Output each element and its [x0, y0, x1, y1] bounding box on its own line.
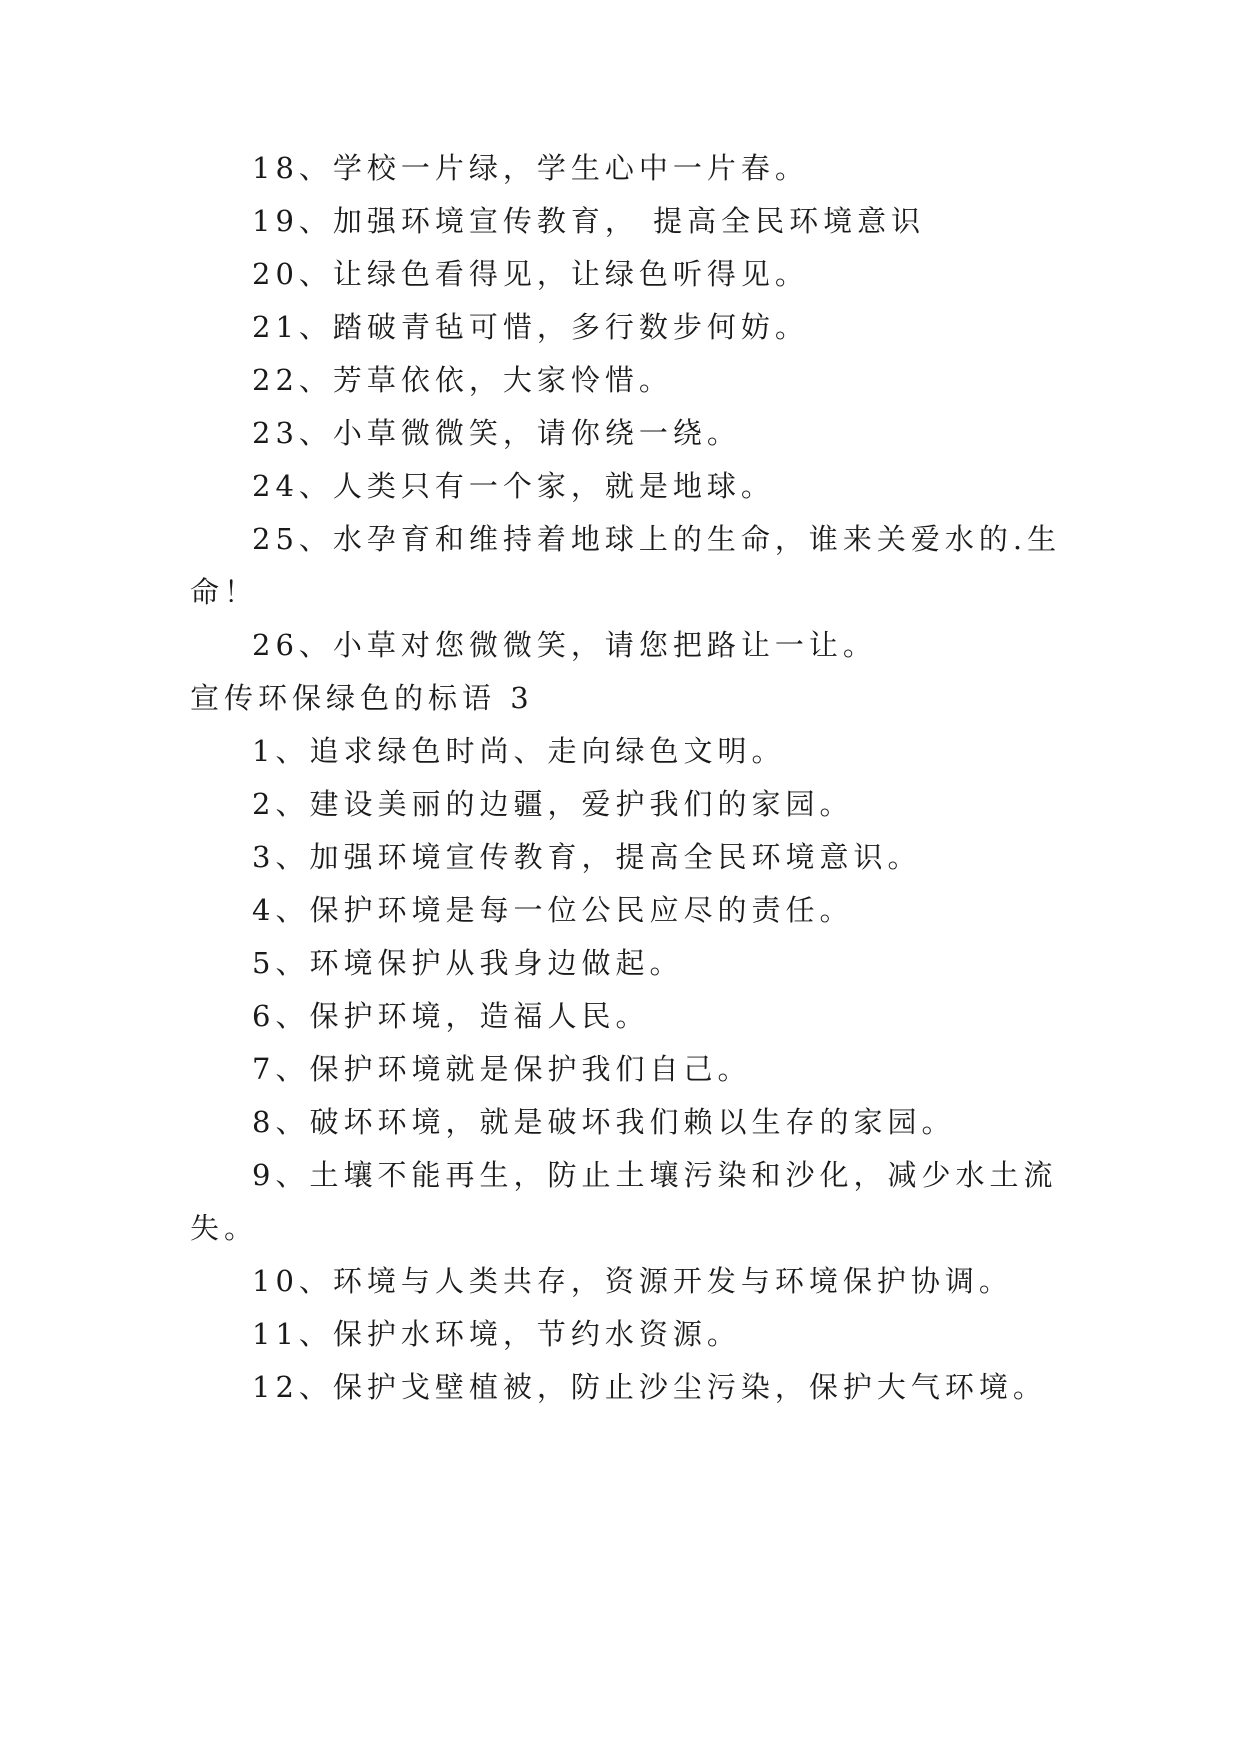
- slogan-24: 24、人类只有一个家，就是地球。: [252, 469, 775, 503]
- slogan-19: 19、加强环境宣传教育， 提高全民环境意识: [252, 204, 926, 238]
- slogan-3: 3、加强环境宣传教育，提高全民环境意识。: [252, 840, 922, 874]
- slogan-10: 10、环境与人类共存，资源开发与环境保护协调。: [252, 1264, 1013, 1298]
- slogan-23: 23、小草微微笑，请你绕一绕。: [252, 416, 741, 450]
- slogan-9-continuation: 失。: [190, 1211, 259, 1245]
- slogan-1: 1、追求绿色时尚、走向绿色文明。: [252, 734, 786, 768]
- slogan-25-continuation: 命！: [190, 575, 259, 609]
- slogan-26: 26、小草对您微微笑，请您把路让一让。: [252, 628, 877, 662]
- slogan-8: 8、破坏环境，就是破坏我们赖以生存的家园。: [252, 1105, 956, 1139]
- slogan-12: 12、保护戈壁植被，防止沙尘污染，保护大气环境。: [252, 1370, 1047, 1404]
- slogan-21: 21、踏破青毡可惜，多行数步何妨。: [252, 310, 809, 344]
- slogan-2: 2、建设美丽的边疆，爱护我们的家园。: [252, 787, 854, 821]
- slogan-6: 6、保护环境，造福人民。: [252, 999, 650, 1033]
- slogan-4: 4、保护环境是每一位公民应尽的责任。: [252, 893, 854, 927]
- slogan-25: 25、水孕育和维持着地球上的生命，谁来关爱水的.生: [252, 522, 1062, 556]
- slogan-11: 11、保护水环境，节约水资源。: [252, 1317, 741, 1351]
- slogan-22: 22、芳草依依，大家怜惜。: [252, 363, 673, 397]
- slogan-5: 5、环境保护从我身边做起。: [252, 946, 684, 980]
- slogan-9: 9、土壤不能再生，防止土壤污染和沙化，减少水土流: [252, 1158, 1058, 1192]
- slogan-7: 7、保护环境就是保护我们自己。: [252, 1052, 752, 1086]
- slogan-18: 18、学校一片绿，学生心中一片春。: [252, 151, 809, 185]
- slogan-20: 20、让绿色看得见，让绿色听得见。: [252, 257, 809, 291]
- section-heading: 宣传环保绿色的标语 3: [190, 681, 534, 715]
